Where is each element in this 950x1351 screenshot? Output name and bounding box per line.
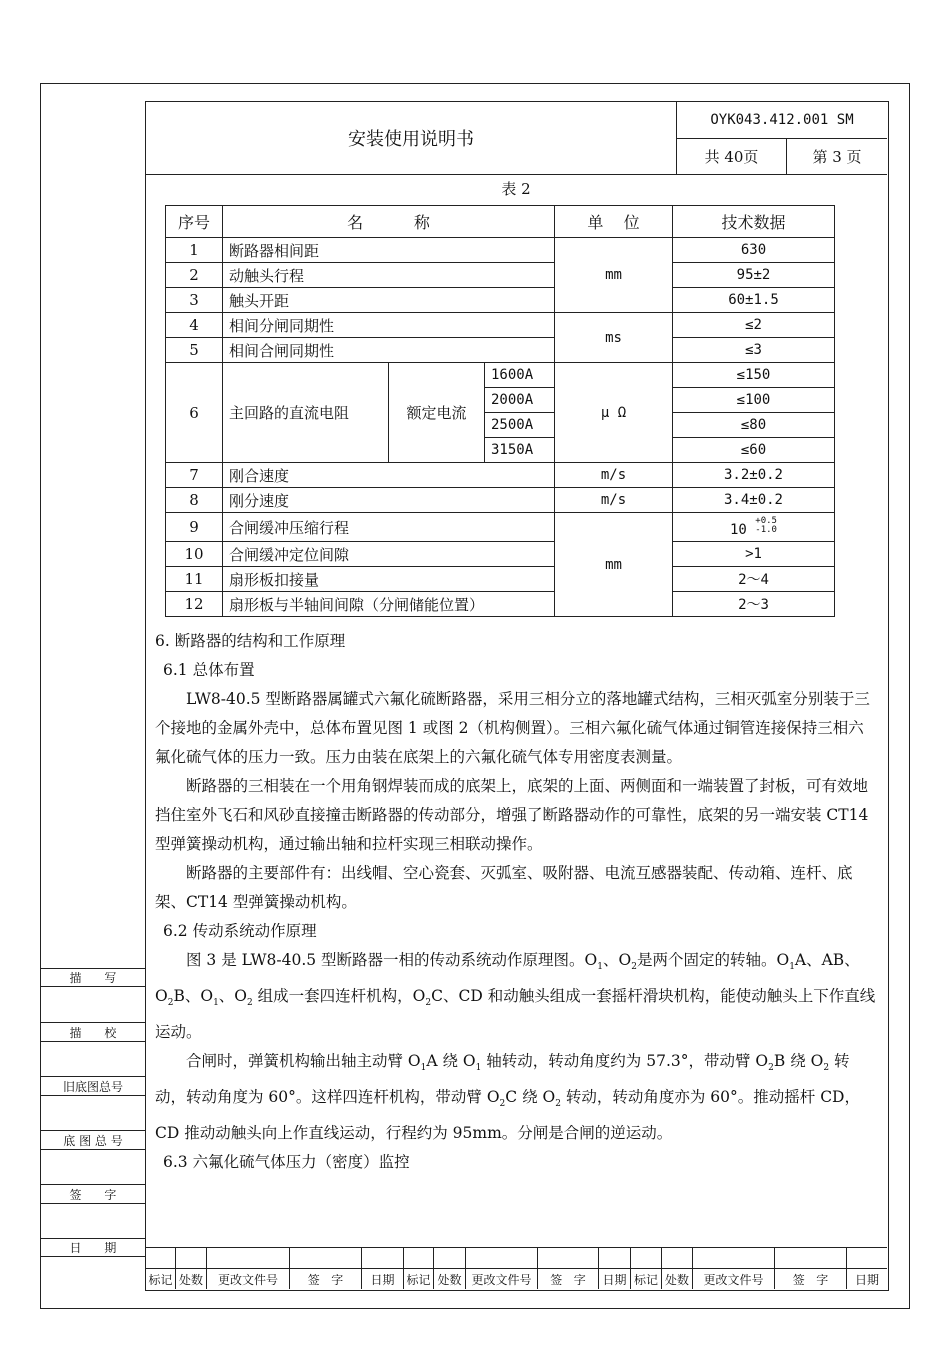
row-value: 3.2±0.2 [673, 463, 835, 488]
row-value: 2～4 [673, 567, 835, 592]
section-body [155, 627, 877, 1177]
table-caption: 表 2 [501, 180, 531, 198]
footer-change-doc: 更改文件号 [703, 1272, 764, 1287]
table-row [166, 238, 835, 263]
page-number: 第 3 页 [812, 148, 862, 166]
row-value: ≤150 [673, 363, 835, 388]
row-value: 3.4±0.2 [673, 488, 835, 513]
footer-count: 处数 [178, 1272, 203, 1287]
row-no: 10 [166, 542, 223, 567]
row-value: 2～3 [673, 592, 835, 617]
label-sign: 签 字 [69, 1187, 117, 1202]
row-no: 11 [166, 567, 223, 592]
table-row [166, 263, 835, 288]
footer-date: 日期 [602, 1272, 627, 1287]
row-value [673, 513, 835, 542]
paragraph-closing-motion: 合闸时，弹簧机构输出轴主动臂 $O_1A$ 绕 $O_1$ 轴转动，转动角度约为 57.3°，带动臂 $O_2B$ 绕 $O_2$ 转动，转动角度为 60°。这样四连杆机构，带动臂 $O_2C$ 绕 $O_2$ 转动，转动角度亦为 60°。推动摇杆 CD，CD 推动动触头向上作直线运动，行程约为 95mm。分闸是合闸的逆运动。 [155, 1052, 860, 1142]
row-no: 1 [166, 238, 223, 263]
footer-count: 处数 [437, 1272, 462, 1287]
row-name: 相间合闸同期性 [223, 338, 555, 363]
document-code: OYK043.412.001 SM [710, 112, 854, 128]
document-title: 安装使用说明书 [348, 129, 474, 150]
row-no: 12 [166, 592, 223, 617]
tol-upper: +0.5 [755, 515, 777, 526]
row-no: 5 [166, 338, 223, 363]
paragraph-layout: LW8-40.5 型断路器属罐式六氟化硫断路器，采用三相分立的落地罐式结构，三相灭弧室分别装于三个接地的金属外壳中，总体布置见图 1 或图 2（机构侧置）。三相六氟化硫气体通过铜管连接保持三相六氟化硫气体的压力一致。压力由装在底架上的六氟化硫气体专用密度表测量。 [155, 690, 870, 766]
table-row [166, 338, 835, 363]
row-no: 8 [166, 488, 223, 513]
rated-current: 3150A [485, 438, 555, 463]
row-unit: mm [555, 238, 673, 313]
label-base-no: 底 图 总 号 [63, 1133, 123, 1148]
footer-mark: 标记 [406, 1272, 431, 1287]
row-name: 扇形板与半轴间间隙（分闸储能位置） [223, 592, 555, 617]
row-value: ≤80 [673, 413, 835, 438]
table-row [166, 313, 835, 338]
row-value: 630 [673, 238, 835, 263]
table-row [166, 363, 835, 388]
row-name: 刚分速度 [223, 488, 555, 513]
footer-date: 日期 [854, 1272, 879, 1287]
heading-6-1: 6.1 总体布置 [163, 661, 255, 679]
row-unit: mm [555, 513, 673, 617]
row-name: 动触头行程 [223, 263, 555, 288]
paragraph-components: 断路器的主要部件有：出线帽、空心瓷套、灭弧室、吸附器、电流互感器装配、传动箱、连杆、底架、CT14 型弹簧操动机构。 [155, 864, 853, 911]
heading-6-2: 6.2 传动系统动作原理 [163, 922, 317, 940]
row-value: >1 [673, 542, 835, 567]
tol-lower: -1.0 [755, 524, 777, 535]
rated-current: 2000A [485, 388, 555, 413]
footer-change-doc: 更改文件号 [217, 1272, 278, 1287]
spec-table [165, 205, 835, 617]
row-name: 扇形板扣接量 [223, 567, 555, 592]
label-date: 日 期 [69, 1241, 117, 1255]
row-value: ≤100 [673, 388, 835, 413]
row-unit: μ Ω [555, 363, 673, 463]
row-no: 9 [166, 513, 223, 542]
footer-sign: 签 字 [792, 1272, 829, 1287]
row-no: 7 [166, 463, 223, 488]
row-value: ≤3 [673, 338, 835, 363]
row-name: 合闸缓冲压缩行程 [223, 513, 555, 542]
footer-date: 日期 [370, 1272, 395, 1287]
table-row [166, 513, 835, 542]
row-name: 刚合速度 [223, 463, 555, 488]
label-draw: 描 写 [69, 971, 117, 985]
paragraph-linkage: 图 3 是 LW8-40.5 型断路器一相的传动系统动作原理图。$O_1$、$O_2$是两个固定的转轴。$O_1A$、AB、$O_2B$、$O_1$、$O_2$ 组成一套四连杆机构，$O_2C$、CD 和动触头组成一套摇杆滑块机构，能使动触头上下作直线运动。 [155, 951, 876, 1041]
footer-sign: 签 字 [307, 1272, 344, 1287]
total-pages: 共 40页 [704, 148, 759, 166]
footer-count: 处数 [664, 1272, 689, 1287]
heading-6: 6. 断路器的结构和工作原理 [155, 632, 346, 650]
label-old-base-no: 旧底图总号 [62, 1079, 123, 1094]
footer-mark: 标记 [633, 1272, 658, 1287]
rated-current: 2500A [485, 413, 555, 438]
footer-sign: 签 字 [550, 1272, 586, 1287]
row-value: ≤2 [673, 313, 835, 338]
row-unit: m/s [555, 463, 673, 488]
tolerance [755, 517, 777, 535]
row-unit: m/s [555, 488, 673, 513]
row-unit: ms [555, 313, 673, 363]
row-no: 3 [166, 288, 223, 313]
rated-current: 1600A [485, 363, 555, 388]
tolerance-base: 10 [730, 521, 747, 538]
row-value: 60±1.5 [673, 288, 835, 313]
header-value: 技术数据 [673, 206, 835, 238]
table-row [166, 567, 835, 592]
table-row [166, 288, 835, 313]
paragraph-frame: 断路器的三相装在一个用角钢焊装而成的底架上，底架的上面、两侧面和一端装置了封板，可有效地挡住室外飞石和风砂直接撞击断路器的传动部分，增强了断路器动作的可靠性，底架的另一端安装 CT14 型弹簧操动机构，通过输出轴和拉杆实现三相联动操作。 [155, 777, 869, 853]
table-row [166, 592, 835, 617]
table-row [166, 488, 835, 513]
table-row [166, 542, 835, 567]
header-unit: 单 位 [555, 206, 673, 238]
row-name: 合闸缓冲定位间隙 [223, 542, 555, 567]
row-name: 触头开距 [223, 288, 555, 313]
footer-change-doc: 更改文件号 [471, 1272, 532, 1287]
row-subname: 额定电流 [389, 363, 485, 463]
header-name: 名 称 [223, 206, 555, 238]
row-name: 主回路的直流电阻 [223, 363, 389, 463]
header-no: 序号 [166, 206, 223, 238]
heading-6-3: 6.3 六氟化硫气体压力（密度）监控 [163, 1153, 410, 1171]
row-no: 6 [166, 363, 223, 463]
footer-mark: 标记 [148, 1272, 173, 1287]
row-no: 2 [166, 263, 223, 288]
row-value: 95±2 [673, 263, 835, 288]
row-name: 断路器相间距 [223, 238, 555, 263]
row-name: 相间分闸同期性 [223, 313, 555, 338]
row-value: ≤60 [673, 438, 835, 463]
row-no: 4 [166, 313, 223, 338]
table-row [166, 463, 835, 488]
table-header-row [166, 206, 835, 238]
label-check: 描 校 [69, 1025, 117, 1040]
